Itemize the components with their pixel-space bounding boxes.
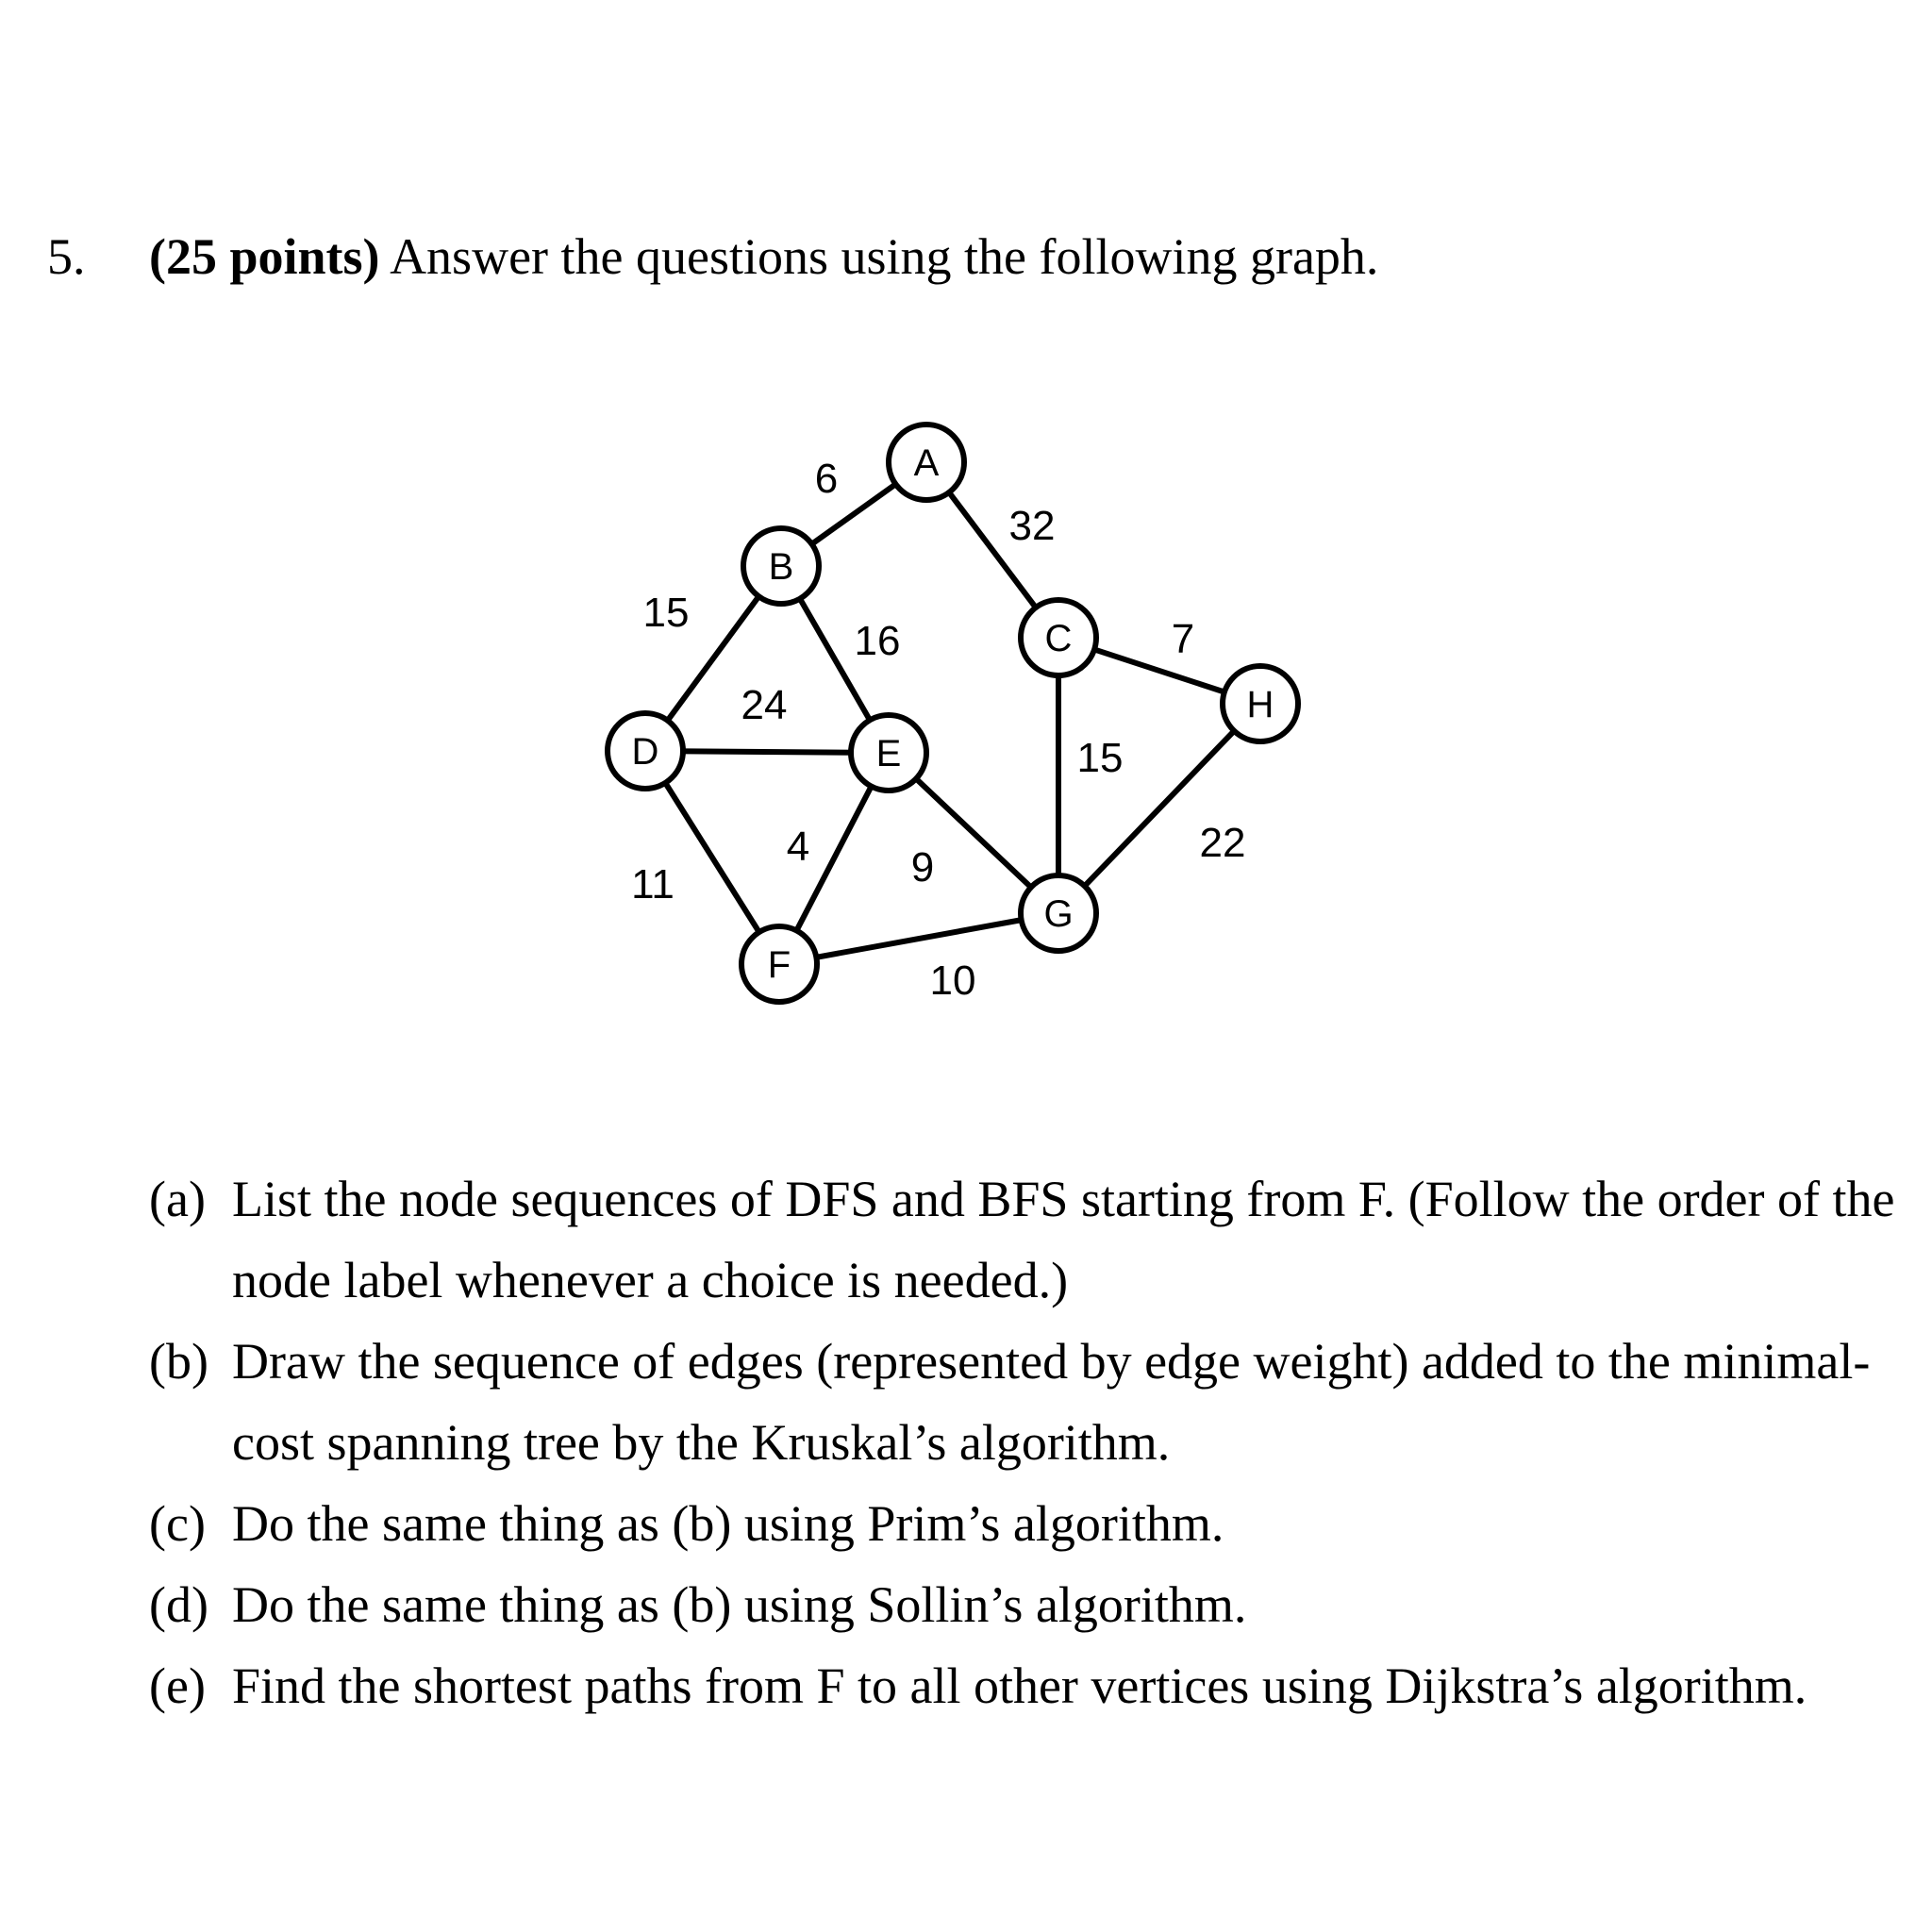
part-d-letter: (d) [149, 1576, 208, 1633]
part-a [149, 1158, 1904, 1321]
part-b-letter: (b) [149, 1333, 208, 1390]
graph-nodes [608, 425, 1298, 1002]
weight-f-g: 10 [929, 958, 976, 1004]
weight-h-g: 22 [1199, 820, 1246, 866]
edge-weights [631, 456, 1245, 1004]
node-c-label: C [1044, 618, 1073, 659]
node-labels [632, 442, 1274, 986]
weight-d-f: 11 [631, 861, 675, 908]
edge-f-g [779, 913, 1058, 964]
part-c-text: Do the same thing as (b) using Prim’s algorithm. [232, 1495, 1224, 1552]
weight-c-h: 7 [1171, 616, 1195, 662]
part-e-text: Find the shortest paths from F to all other vertices using Dijkstra’s algorithm. [232, 1657, 1807, 1714]
node-f-label: F [767, 944, 791, 986]
question-number: 5. [47, 228, 86, 285]
weight-e-g: 9 [910, 844, 935, 891]
node-d-label: D [631, 731, 659, 773]
node-h-label: H [1246, 684, 1274, 725]
question-prompt: Answer the questions using the following graph. [390, 228, 1379, 285]
node-b-label: B [768, 546, 794, 588]
part-b-text: Draw the sequence of edges (represented by edge weight) added to the minimal-cost spanning tree by the Kruskal’s algorithm. [232, 1333, 1871, 1471]
weight-d-e: 24 [741, 682, 788, 728]
node-a-label: A [913, 442, 940, 484]
part-a-text: List the node sequences of DFS and BFS starting from F. (Follow the order of the node label whenever a choice is needed.) [232, 1171, 1895, 1308]
node-g-label: G [1043, 893, 1074, 935]
weight-b-a: 6 [814, 456, 839, 502]
weight-b-e: 16 [854, 618, 901, 664]
weight-a-c: 32 [1008, 503, 1056, 549]
part-d [149, 1564, 1904, 1645]
graph-edges [642, 462, 1260, 964]
weight-e-f: 4 [786, 824, 810, 870]
weight-d-b: 15 [642, 590, 690, 636]
part-a-letter: (a) [149, 1171, 206, 1227]
part-b [149, 1321, 1904, 1483]
question-points: (25 points) [149, 228, 380, 285]
part-c-letter: (c) [149, 1495, 206, 1552]
part-e [149, 1645, 1904, 1726]
question-parts [149, 1158, 1904, 1726]
part-d-text: Do the same thing as (b) using Sollin’s algorithm. [232, 1576, 1247, 1633]
part-e-letter: (e) [149, 1657, 206, 1714]
node-e-label: E [875, 733, 902, 774]
part-c [149, 1483, 1904, 1564]
weight-c-g: 15 [1076, 735, 1124, 781]
